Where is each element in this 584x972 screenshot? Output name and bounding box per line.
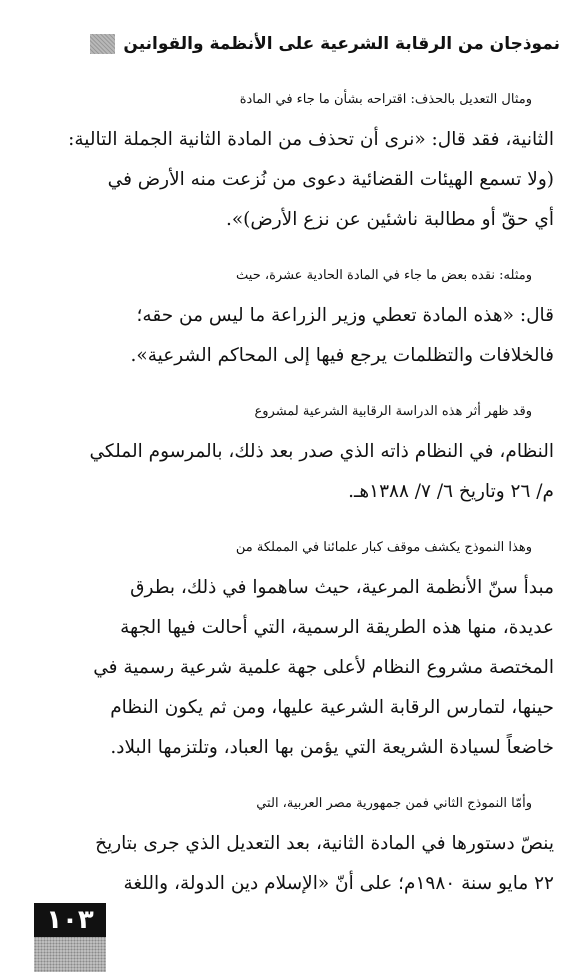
paragraph-2	[36, 256, 554, 376]
text-line: قال: «هذه المادة تعطي وزير الزراعة ما ليس من حقه؛	[136, 305, 554, 326]
text-line: الثانية، فقد قال: «نرى أن تحذف من المادة الثانية الجملة التالية:	[68, 129, 554, 150]
text-line: فالخلافات والتظلمات يرجع فيها إلى المحاكم الشرعية».	[130, 345, 554, 366]
text-line: عديدة، منها هذه الطريقة الرسمية، التي أحالت فيها الجهة	[120, 617, 554, 638]
paragraph-4	[36, 528, 554, 768]
page-number: ١٠٣	[46, 905, 94, 935]
text-line: ٢٢ مايو سنة ١٩٨٠م؛ على أنّ «الإسلام دين الدولة، واللغة	[123, 873, 554, 894]
page-number-band	[34, 903, 106, 937]
running-header-title: نموذجان من الرقابة الشرعية على الأنظمة والقوانين	[123, 34, 560, 54]
text-line: خاضعاً لسيادة الشريعة التي يؤمن بها العباد، وتلتزمها البلاد.	[110, 737, 554, 758]
header-decorative-bar	[90, 34, 115, 54]
text-line: ومثال التعديل بالحذف: اقتراحه بشأن ما جاء في المادة	[239, 92, 532, 107]
text-line: حينها، لتمارس الرقابة الشرعية عليها، ومن ثم يكون النظام	[110, 697, 554, 718]
text-line: النظام، في النظام ذاته الذي صدر بعد ذلك، بالمرسوم الملكي	[89, 441, 554, 462]
paragraph-1	[36, 80, 554, 240]
text-line: مبدأ سنّ الأنظمة المرعية، حيث ساهموا في ذلك، بطرق	[130, 577, 554, 598]
paragraph-5	[36, 784, 554, 904]
text-line: أي حقّ أو مطالبة ناشئين عن نزع الأرض)».	[225, 209, 554, 230]
text-line: م/ ٢٦ وتاريخ ٦/ ٧/ ١٣٨٨هـ.	[348, 481, 554, 502]
text-line: المختصة مشروع النظام لأعلى جهة علمية شرعية رسمية في	[93, 657, 554, 678]
body-text	[36, 80, 554, 920]
paragraph-3	[36, 392, 554, 512]
text-line: وهذا النموذج يكشف موقف كبار علمائنا في المملكة من	[235, 540, 532, 555]
text-line: ومثله: نقده بعض ما جاء في المادة الحادية عشرة، حيث	[236, 268, 532, 283]
text-line: (ولا تسمع الهيئات القضائية دعوى من نُزعت منه الأرض في	[107, 169, 554, 190]
text-line: وأمّا النموذج الثاني فمن جمهورية مصر العربية، التي	[256, 796, 532, 811]
text-line: ينصّ دستورها في المادة الثانية، بعد التعديل الذي جرى بتاريخ	[95, 833, 554, 854]
running-header	[90, 30, 560, 58]
text-line: وقد ظهر أثر هذه الدراسة الرقابية الشرعية لمشروع	[254, 404, 532, 419]
